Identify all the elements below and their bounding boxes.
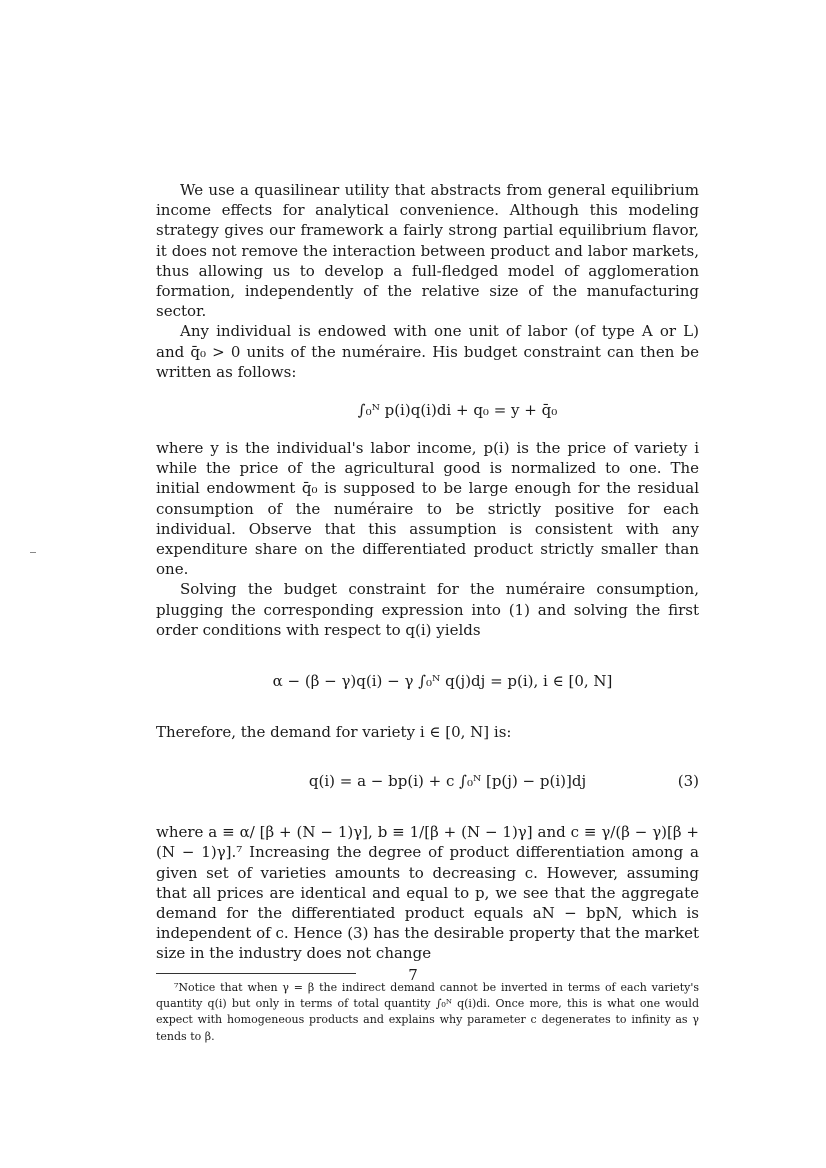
equation-number: (3) <box>677 772 699 791</box>
equation-first-order-condition <box>156 654 699 708</box>
paragraph-solving: Solving the budget constraint for the numéraire consumption, plugging the corresponding expression into (1) and solving the first order conditions with respect to q(i) yields <box>156 580 699 639</box>
equation-budget-text: ∫₀ᴺ p(i)q(i)di + q₀ = y + q̄₀ <box>357 401 558 420</box>
paragraph-endowment: Any individual is endowed with one unit of labor (of type A or L) and q̄₀ > 0 units of the numéraire. His budget constraint can then be written as follows: <box>156 322 699 381</box>
equation-budget-constraint <box>156 384 699 436</box>
paragraph-income: where y is the individual's labor income, p(i) is the price of variety i while the price of the agricultural good is normalized to one. The initial endowment q̄₀ is supposed to be large enough for the residual consumption of the numéraire to be strictly positive for each individual. Observe that this assumption is consistent with any expenditure share on the differentiated product strictly smaller than one. <box>156 439 699 579</box>
page-number: 7 <box>408 966 418 984</box>
equation-foc-text: α − (β − γ)q(i) − γ ∫₀ᴺ q(j)dj = p(i), i ∈ [0, N] <box>272 672 613 691</box>
footnote-7: ⁷Notice that when γ = β the indirect demand cannot be inverted in terms of each variety's quantity q(i) but only in terms of total quantity ∫₀ᴺ q(i)di. Once more, this is what one would expect with homogeneous products and explains why parameter c degenerates to infinity as γ tends to β. <box>156 980 699 1043</box>
margin-mark <box>30 552 36 553</box>
paragraph-therefore: Therefore, the demand for variety i ∈ [0, N] is: <box>156 723 512 742</box>
paragraph-utility: We use a quasilinear utility that abstracts from general equilibrium income effects for analytical convenience. Although this modeling strategy gives our framework a fairly strong partial equilibrium flavor, it does not remove the interaction between product and labor markets, thus allowing us to develop a full-fledged model of agglomeration formation, independently of the relative size of the manufacturing sector. <box>156 181 699 321</box>
paragraph-parameters: where a ≡ α/ [β + (N − 1)γ], b ≡ 1/[β + (N − 1)γ] and c ≡ γ/(β − γ)[β + (N − 1)γ].⁷ Increasing the degree of product differentiation among a given set of varieties amounts to decreasing c. However, assuming that all prices are identical and equal to p, we see that the aggregate demand for the differentiated product equals aN − bpN, which is independent of c. Hence (3) has the desirable property that the market size in the industry does not change <box>156 823 699 963</box>
equation-demand <box>156 754 699 808</box>
text-column <box>156 180 699 1045</box>
equation-demand-text: q(i) = a − bp(i) + c ∫₀ᴺ [p(j) − p(i)]dj <box>308 772 587 791</box>
